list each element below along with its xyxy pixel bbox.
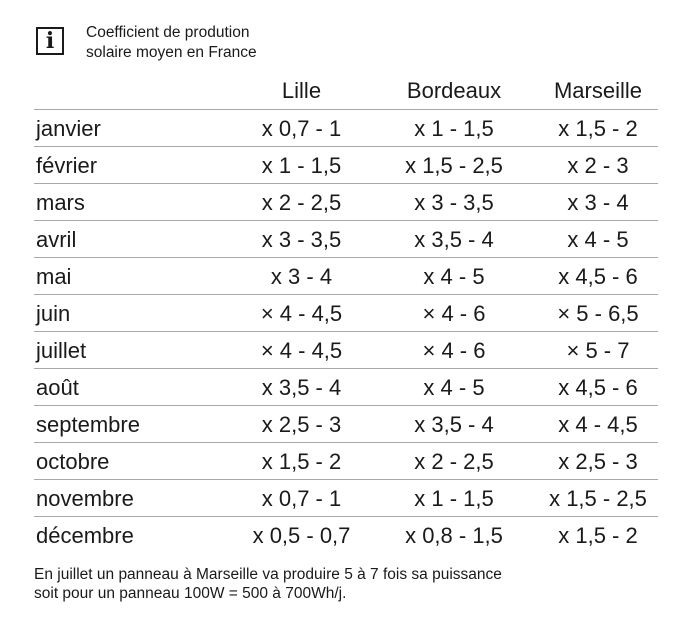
month-label: janvier: [36, 116, 101, 141]
cell-marseille: x 2 - 3: [567, 153, 629, 178]
month-label: septembre: [36, 412, 140, 437]
cell-lille: x 3 - 4: [270, 264, 333, 289]
cell-marseille: x 2,5 - 3: [558, 449, 638, 474]
footer-note: [34, 565, 502, 603]
month-label: mars: [36, 190, 85, 215]
cell-marseille: × 5 - 6,5: [557, 301, 639, 326]
table-row: [34, 221, 658, 258]
coefficient-table: [34, 74, 658, 554]
table-row: [34, 332, 658, 369]
cell-bordeaux: x 1 - 1,5: [414, 116, 494, 141]
cell-lille: × 4 - 4,5: [260, 301, 343, 326]
month-label: décembre: [36, 523, 134, 548]
table-row: [34, 369, 658, 406]
cell-lille: x 1,5 - 2: [261, 449, 342, 474]
cell-lille: x 2,5 - 3: [261, 412, 342, 437]
cell-marseille: x 3 - 4: [567, 190, 629, 215]
footer-note-line-2: soit pour un panneau 100W = 500 à 700Wh/j.: [34, 585, 347, 602]
month-label: avril: [36, 227, 77, 252]
month-label: août: [36, 375, 79, 400]
month-label: juin: [36, 301, 71, 326]
table-row: [34, 406, 658, 443]
cell-lille: x 0,7 - 1: [261, 486, 342, 511]
cell-marseille: x 4 - 4,5: [558, 412, 638, 437]
info-icon-glyph: i: [45, 28, 55, 54]
cell-marseille: x 4,5 - 6: [558, 264, 638, 289]
header-note-line-2: solaire moyen en France: [86, 44, 257, 61]
month-label: octobre: [36, 449, 110, 474]
table-row: [34, 110, 658, 147]
table-row: [34, 295, 658, 332]
cell-marseille: x 1,5 - 2,5: [549, 486, 647, 511]
cell-bordeaux: x 3,5 - 4: [414, 227, 494, 252]
cell-lille: × 4 - 4,5: [260, 338, 343, 363]
cell-bordeaux: × 4 - 6: [422, 301, 486, 326]
month-label: mai: [36, 264, 72, 289]
column-header-lille: Lille: [281, 78, 322, 103]
cell-bordeaux: x 3,5 - 4: [414, 412, 494, 437]
cell-bordeaux: x 2 - 2,5: [414, 449, 494, 474]
table-header-row: [34, 74, 658, 110]
header-note: [86, 23, 257, 63]
column-header-marseille: Marseille: [553, 78, 643, 103]
cell-bordeaux: × 4 - 6: [422, 338, 486, 363]
cell-bordeaux: x 4 - 5: [423, 375, 485, 400]
month-label: juillet: [36, 338, 87, 363]
cell-bordeaux: x 0,8 - 1,5: [405, 523, 503, 548]
table-row: [34, 184, 658, 221]
info-icon: [36, 27, 64, 55]
table-row: [34, 517, 658, 554]
cell-lille: x 2 - 2,5: [261, 190, 342, 215]
footer-note-line-1: En juillet un panneau à Marseille va produire 5 à 7 fois sa puissance: [34, 566, 502, 583]
cell-lille: x 1 - 1,5: [261, 153, 342, 178]
cell-bordeaux: x 1 - 1,5: [414, 486, 494, 511]
cell-lille: x 0,5 - 0,7: [252, 523, 351, 548]
column-header-bordeaux: Bordeaux: [406, 78, 502, 103]
cell-marseille: × 5 - 7: [566, 338, 630, 363]
cell-bordeaux: x 1,5 - 2,5: [405, 153, 503, 178]
cell-marseille: x 4 - 5: [567, 227, 629, 252]
month-label: novembre: [36, 486, 134, 511]
month-label: février: [36, 153, 98, 178]
cell-lille: x 3 - 3,5: [261, 227, 342, 252]
cell-bordeaux: x 4 - 5: [423, 264, 485, 289]
table-row: [34, 443, 658, 480]
table-row: [34, 147, 658, 184]
table-row: [34, 258, 658, 295]
cell-bordeaux: x 3 - 3,5: [414, 190, 494, 215]
header-note-line-1: Coefficient de prodution: [86, 24, 250, 41]
cell-marseille: x 1,5 - 2: [558, 523, 638, 548]
cell-marseille: x 4,5 - 6: [558, 375, 638, 400]
cell-lille: x 0,7 - 1: [261, 116, 342, 141]
cell-lille: x 3,5 - 4: [261, 375, 342, 400]
cell-marseille: x 1,5 - 2: [558, 116, 638, 141]
table-row: [34, 480, 658, 517]
